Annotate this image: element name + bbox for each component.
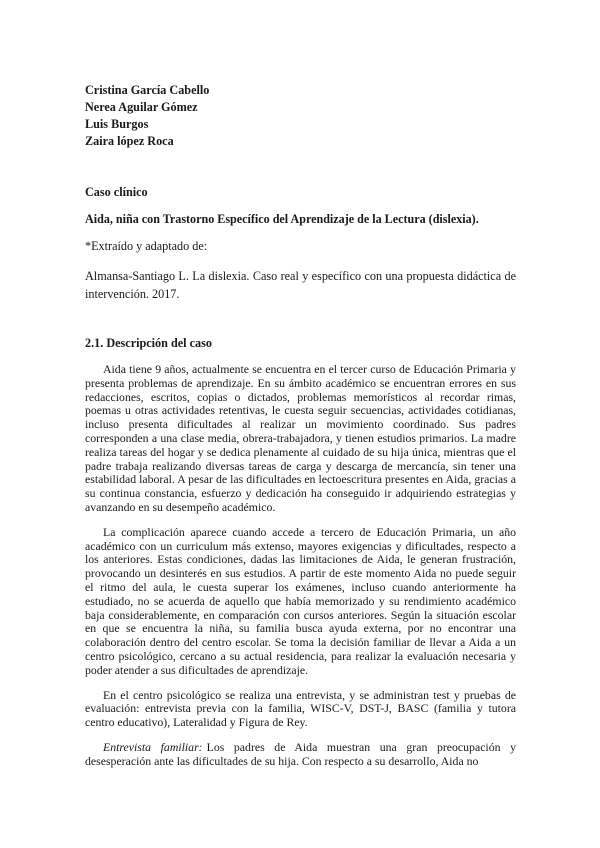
case-label: Caso clínico (85, 185, 148, 199)
interview-text: Los padres de Aida muestran una gran preocupación y desesperación ante las dificultades de su hija. Con respecto a su desarrollo, Aida no (85, 739, 516, 768)
section-heading: 2.1. Descripción del caso (85, 336, 212, 350)
paragraph-family-interview (85, 741, 516, 769)
author-block (85, 82, 516, 150)
interview-lead-italic: Entrevista familiar: (103, 739, 203, 754)
paragraph-assessment-tests: En el centro psicológico se realiza una entrevista, y se administran test y pruebas de evaluación: entrevista previa con la familia, WISC-V, DST-J, BASC (familia y tutora centro educativo), Lateralidad y Figura de Rey. (85, 687, 516, 730)
author-name: Cristina García Cabello (85, 83, 210, 97)
paragraph-complication: La complicación aparece cuando accede a tercero de Educación Primaria, un año académico con un curriculum más extenso, mayores exigencias y dificultades, respecto a los anteriores. Estas condiciones, dadas las limitaciones de Aida, le generan frustración, provocando un desinterés en sus estudios. A partir de este momento Aida no puede seguir el ritmo del aula, le cuesta superar los exámenes, incluso cuando anteriormente ha estudiado, no se acuerda de aquello que había memorizado y su rendimiento académico baja considerablemente, en comparación con cursos anteriores. Según la situación escolar en que se encuentra la niña, su familia busca ayuda externa, por no encontrar una colaboración dentro del centro escolar. Se toma la decisión familiar de llevar a Aida a un centro psicológico, cercano a su actual residencia, para realizar la evaluación necesaria y poder atender a sus dificultades de aprendizaje. (85, 524, 516, 677)
source-note: *Extraído y adaptado de: (85, 239, 208, 253)
author-name: Luis Burgos (85, 117, 149, 131)
reference-citation: Almansa-Santiago L. La dislexia. Caso real y específico con una propuesta didáctica de intervención. 2017. (85, 269, 516, 301)
body-text (85, 363, 516, 769)
author-name: Zaira lópez Roca (85, 134, 174, 148)
document-title: Aida, niña con Trastorno Específico del Aprendizaje de la Lectura (dislexia). (85, 212, 479, 226)
author-name: Nerea Aguilar Gómez (85, 100, 198, 114)
paragraph-case-description: Aida tiene 9 años, actualmente se encuentra en el tercer curso de Educación Primaria y presenta problemas de aprendizaje. En su ámbito académico se encuentran errores en sus redacciones, escritos, copias o dictados, problemas memorísticos al recordar rimas, poemas u otras actividades retentivas, le cuesta seguir secuencias, actividades cotidianas, incluso presenta dificultades al realizar un movimiento coordinado. Sus padres corresponden a una clase media, obrera-trabajadora, y tienen estudios primarios. La madre realiza tareas del hogar y se dedica plenamente al cuidado de su hija única, mientras que el padre trabaja realizando diversas tareas de carga y descarga de mercancía, sin tener una estabilidad laboral. A pesar de las dificultades en lectoescritura presentes en Aida, gracias a su continua constancia, esfuerzo y dedicación ha conseguido ir adquiriendo estrategias y avanzando en su desempeño académico. (85, 362, 516, 514)
